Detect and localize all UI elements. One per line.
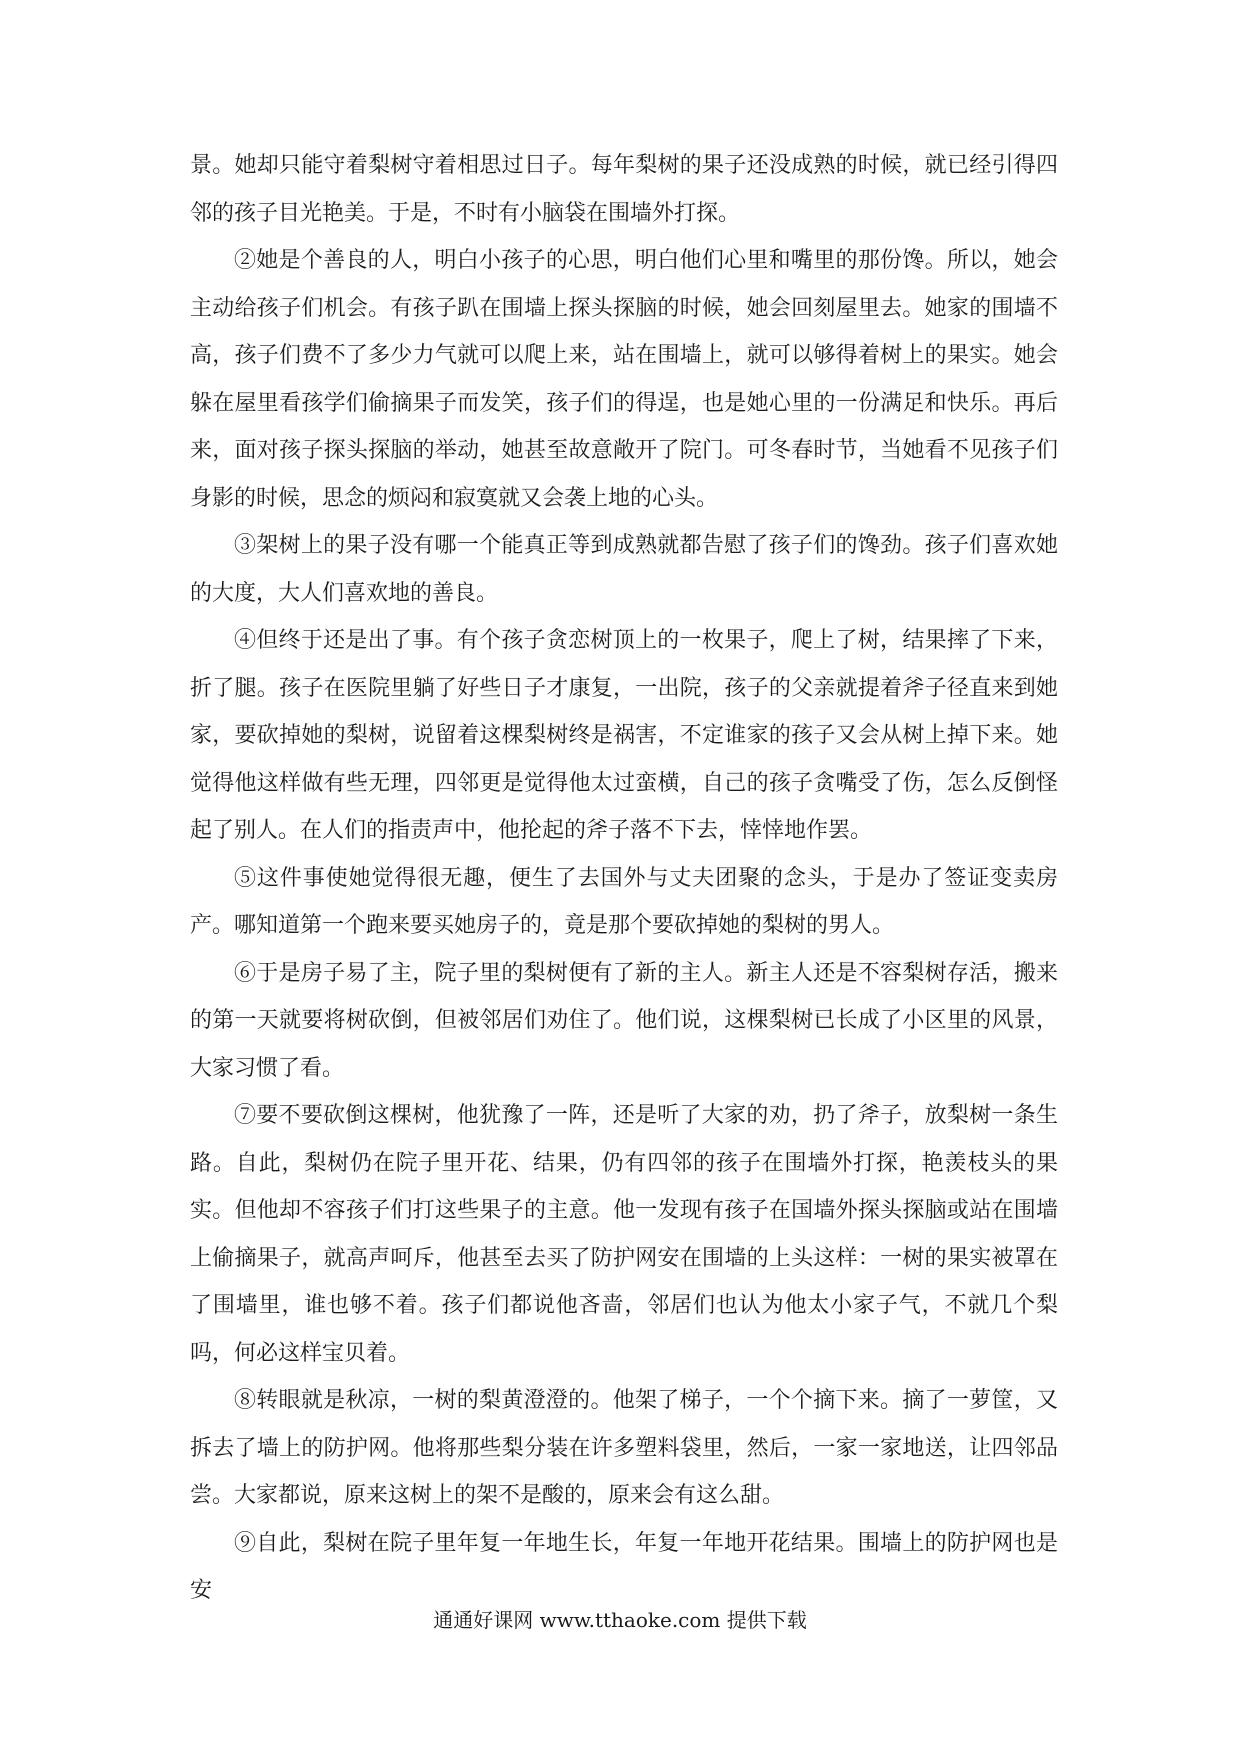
paragraph-5: ⑤这件事使她觉得很无趣，便生了去国外与丈夫团聚的念头，于是办了签证变卖房产。哪知道第一个跑来要买她房子的，竟是那个要砍掉她的梨树的男人。 [190, 865, 1058, 938]
paragraph-4: ④但终于还是出了事。有个孩子贪恋树顶上的一枚果子，爬上了树，结果摔了下来，折了腿。孩子在医院里躺了好些日子才康复，一出院，孩子的父亲就提着斧子径直来到她家，要砍掉她的梨树，说留着这棵梨树终是祸害，不定谁家的孩子又会从树上掉下来。她觉得他这样做有些无理，四邻更是觉得他太过蛮横，自己的孩子贪嘴受了伤，怎么反倒怪起了别人。在人们的指责声中，他抡起的斧子落不下去，悻悻地作罢。 [190, 628, 1058, 843]
page-footer: 通通好课网 www.tthaoke.com 提供下载 [433, 1608, 807, 1632]
paragraph-2: ②她是个善良的人，明白小孩子的心思，明白他们心里和嘴里的那份馋。所以，她会主动给孩子们机会。有孩子趴在围墙上探头探脑的时候，她会回刻屋里去。她家的围墙不高，孩子们费不了多少力气就可以爬上来，站在围墙上，就可以够得着树上的果实。她会躲在屋里看孩学们偷摘果子而发笑，孩子们的得逞，也是她心里的一份满足和快乐。再后来，面对孩子探头探脑的举动，她甚至故意敞开了院门。可冬春时节，当她看不见孩子们身影的时候，思念的烦闷和寂寞就又会袭上地的心头。 [190, 248, 1058, 511]
paragraph-1: 景。她却只能守着梨树守着相思过日子。每年梨树的果子还没成熟的时候，就已经引得四邻的孩子目光艳美。于是，不时有小脑袋在围墙外打探。 [190, 153, 1058, 226]
paragraph-3: ③架树上的果子没有哪一个能真正等到成熟就都告慰了孩子们的馋劲。孩子们喜欢她的大度，大人们喜欢地的善良。 [190, 533, 1058, 606]
article-body [190, 142, 1058, 1615]
paragraph-6: ⑥于是房子易了主，院子里的梨树便有了新的主人。新主人还是不容梨树存活，搬来的第一天就要将树砍倒，但被邻居们劝住了。他们说，这棵梨树已长成了小区里的风景，大家习惯了看。 [190, 960, 1058, 1081]
paragraph-9: ⑨自此，梨树在院子里年复一年地生长，年复一年地开花结果。围墙上的防护网也是安 [190, 1530, 1058, 1603]
paragraph-8: ⑧转眼就是秋凉，一树的梨黄澄澄的。他架了梯子，一个个摘下来。摘了一萝筐，又拆去了墙上的防护网。他将那些梨分装在许多塑料袋里，然后，一家一家地送，让四邻品尝。大家都说，原来这树上的架不是酸的，原来会有这么甜。 [190, 1388, 1058, 1508]
paragraph-7: ⑦要不要砍倒这棵树，他犹豫了一阵，还是听了大家的劝，扔了斧子，放梨树一条生路。自此，梨树仍在院子里开花、结果，仍有四邻的孩子在围墙外打探，艳羡枝头的果实。但他却不容孩子们打这些果子的主意。他一发现有孩子在国墙外探头探脑或站在围墙上偷摘果子，就高声呵斥，他甚至去买了防护网安在围墙的上头这样：一树的果实被罩在了围墙里，谁也够不着。孩子们都说他吝啬，邻居们也认为他太小家子气，不就几个梨吗，何必这样宝贝着。 [190, 1103, 1058, 1366]
